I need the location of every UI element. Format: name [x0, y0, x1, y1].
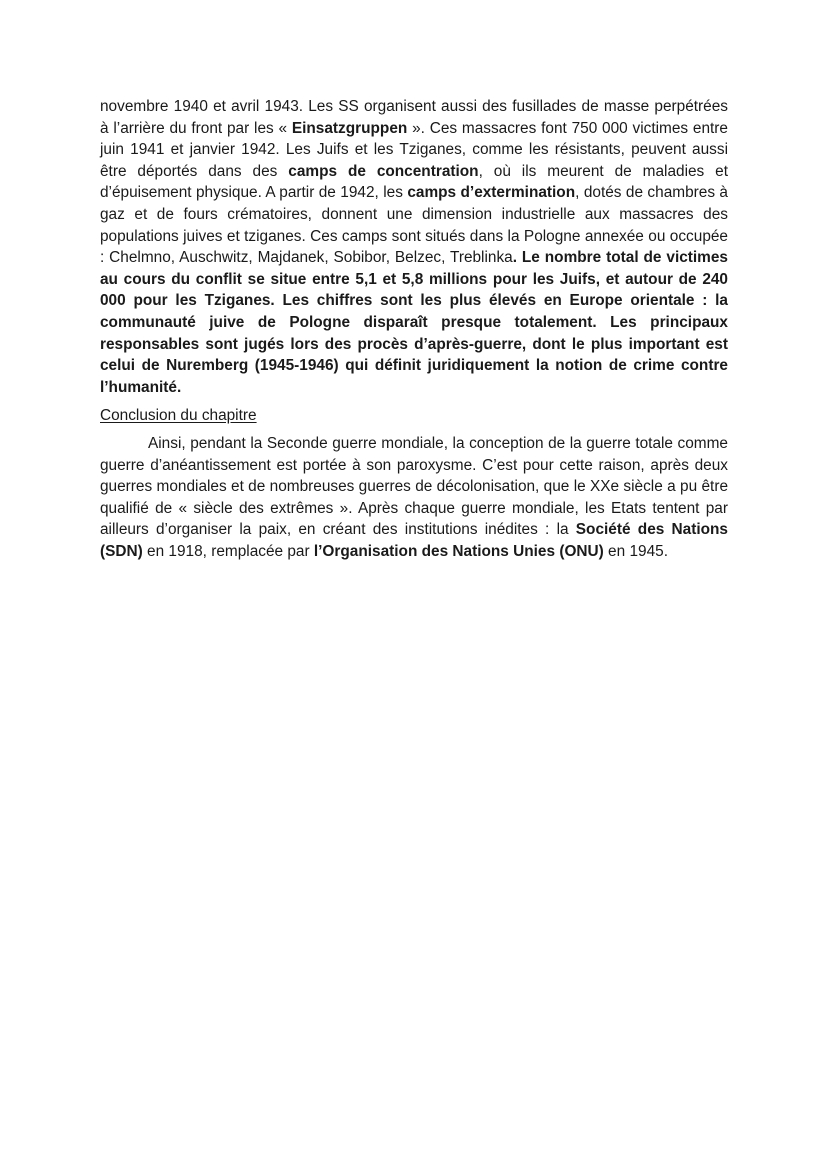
- bold-summary-victims: . Le nombre total de victimes au cours du conflit se situe entre 5,1 et 5,8 millions pour les Juifs, et autour de 240 000 pour les Tziganes. Les chiffres sont les plus élevés en Europe orientale : la communauté juive de Pologne disparaît presque totalement. Les principaux responsables sont jugés lors des procès d’après-guerre, dont le plus important est celui de Nuremberg (1945-1946) qui définit juridiquement la notion de crime contre l’humanité.: [100, 249, 728, 396]
- text-run: , où ils meurent de maladies et d’épuisement physique. A partir de 1942, les: [100, 162, 728, 202]
- page-content: [100, 96, 728, 562]
- bold-term-sdn: Société des Nations (SDN): [100, 521, 728, 560]
- bold-term-einsatzgruppen: Einsatzgruppen: [291, 119, 408, 137]
- bold-term-camps-concentration: camps de concentration: [288, 162, 479, 180]
- bold-term-onu: l’Organisation des Nations Unies (ONU): [313, 542, 604, 560]
- text-run: novembre 1940 et avril 1943. Les SS organisent aussi des fusillades de masse perpétrées à l’arrière du front par les «: [100, 98, 728, 137]
- text-run: en 1918, remplacée par: [142, 542, 314, 560]
- bold-term-camps-extermination: camps d’extermination: [407, 184, 576, 202]
- text-run: Ainsi, pendant la Seconde guerre mondiale, la conception de la guerre totale comme guerre d’anéantissement est portée à son paroxysme. C’est pour cette raison, après deux guerres mondiales et de nombreuses guerres de décolonisation, que le XXe siècle a pu être qualifié de « siècle des extrêmes ». Après chaque guerre mondiale, les Etats tentent par ailleurs d’organiser la paix, en créant des institutions inédites : la: [100, 434, 728, 539]
- text-run: en 1945.: [603, 542, 668, 560]
- section-heading: Conclusion du chapitre: [100, 407, 257, 425]
- paragraph-conclusion: [100, 433, 728, 563]
- paragraph-holocaust: [100, 96, 728, 398]
- text-run: ». Ces massacres font 750 000 victimes entre juin 1941 et janvier 1942. Les Juifs et les Tziganes, comme les résistants, peuvent aussi être déportés dans des: [100, 119, 728, 180]
- text-run: , dotés de chambres à gaz et de fours crématoires, donnent une dimension industrielle aux massacres des populations juives et tziganes. Ces camps sont situés dans la Pologne annexée ou occupée : Chelmno, Auschwitz, Majdanek, Sobibor, Belzec, Treblinka: [100, 184, 728, 267]
